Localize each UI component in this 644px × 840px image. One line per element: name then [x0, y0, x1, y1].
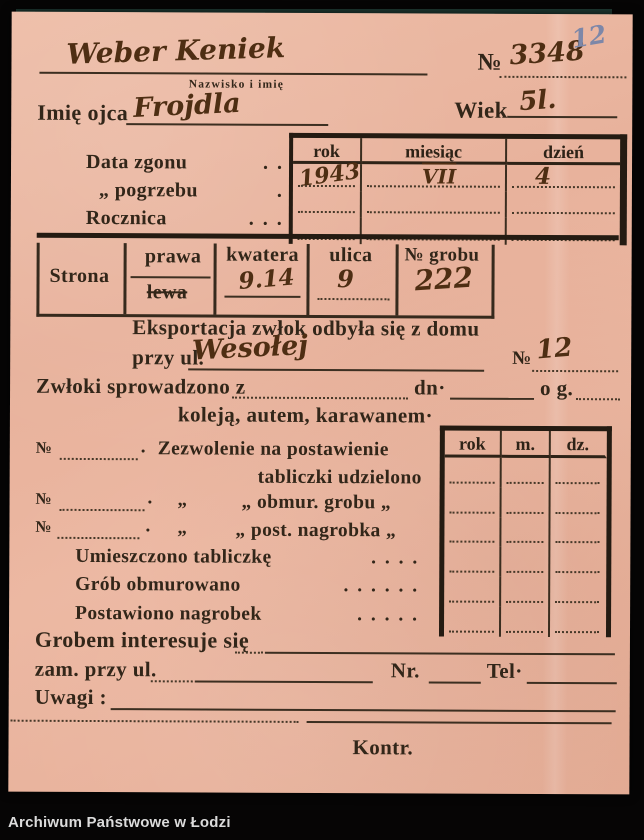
date-row-zgon — [293, 158, 620, 193]
left-side-option: lewa — [146, 281, 188, 304]
permit-table-row — [445, 487, 607, 518]
house-number-rule — [532, 370, 618, 372]
remarks-label: Uwagi : — [34, 684, 107, 710]
pencil-page-number: 12 — [569, 19, 609, 54]
eksportacja-line1: Eksportacja zwłok odbyła się z domu — [132, 315, 480, 341]
date-of-funeral-label — [99, 179, 284, 203]
street-handwritten: Wesołej — [191, 329, 309, 367]
dn-label: dn· — [414, 375, 446, 400]
month-of-death-handwritten: $\overline{VII}$ — [421, 164, 457, 189]
eksportacja-street-label: przy ul. — [132, 345, 205, 370]
strona-cell — [39, 243, 127, 314]
grave-number-cell — [398, 244, 491, 315]
col-dzien: dzień — [543, 141, 585, 163]
father-name-label: Imię ojca — [37, 99, 129, 126]
col-dz: dz. — [566, 434, 590, 455]
record-number-handwritten: 3348 — [508, 35, 586, 72]
house-number-label: № — [512, 347, 532, 369]
date-row-pogrzeb — [293, 191, 620, 219]
strona-table — [36, 243, 494, 319]
col-rok: rok — [313, 140, 340, 162]
status-tabliczka: Umieszczono tabliczkę . . . . — [75, 545, 420, 569]
permit-table-row — [445, 458, 607, 489]
permit1-text2: tabliczki udzielono — [257, 466, 422, 489]
ulica-cell — [309, 244, 399, 315]
right-side-option: prawa — [144, 245, 202, 268]
permit-table-row — [444, 547, 606, 578]
burial-record-card — [8, 12, 632, 795]
permit2-no-label: № — [35, 490, 53, 508]
leader-dots: . . . . . . — [343, 575, 420, 597]
record-number-rule — [499, 76, 626, 79]
date-of-death-text: Data zgonu — [86, 150, 188, 174]
permit3-no-label: № — [35, 518, 52, 536]
date-of-death-label — [86, 151, 284, 175]
tel-label: Tel· — [486, 658, 523, 683]
surname-rule — [39, 72, 427, 76]
side-cell — [127, 243, 217, 314]
permit-date-table — [439, 426, 612, 638]
permit-table-row — [444, 607, 606, 638]
grave-number-label: № grobu — [404, 244, 480, 266]
date-of-funeral-text: „ pogrzebu — [98, 179, 198, 202]
kwatera-label: kwatera — [226, 243, 299, 266]
permit2-period: . — [147, 487, 153, 509]
leader-dots: . — [276, 179, 284, 202]
father-name-rule — [126, 123, 328, 126]
ulica-label: ulica — [329, 244, 373, 267]
leader-dots: . . . . . — [357, 604, 420, 626]
og-label: o g. — [540, 375, 574, 401]
house-number-handwritten: 12 — [535, 332, 574, 366]
age-label: Wiek — [454, 97, 508, 123]
archive-watermark: Archiwum Państwowe w Łodzi — [8, 814, 231, 831]
date-row-rocznica — [293, 217, 620, 245]
permit2-text: „ obmur. grobu „ — [241, 491, 392, 514]
record-number-label: № — [477, 49, 503, 76]
surname-handwritten: Weber Keniek — [66, 31, 286, 71]
street-rule — [188, 368, 484, 371]
age-rule — [507, 116, 617, 118]
kwatera-handwritten: 9.14 — [237, 263, 296, 296]
permit2-quote: „ — [177, 489, 188, 511]
col-m: m. — [515, 433, 536, 454]
kwatera-cell — [216, 244, 309, 315]
surname-caption: Nazwisko i imię — [188, 78, 285, 91]
permit-table-row — [444, 577, 606, 608]
strona-label: Strona — [49, 264, 110, 288]
leader-dots: . . — [262, 151, 285, 174]
ulica-handwritten: 9 — [337, 264, 354, 294]
status-obmurowano: Grób obmurowano . . . . . . — [75, 573, 420, 597]
father-name-handwritten: Frojdla — [132, 87, 242, 124]
year-of-death-handwritten: 1943 — [297, 158, 362, 193]
permit1-period: . — [140, 436, 147, 458]
day-of-death-handwritten: 4 — [534, 162, 552, 191]
age-handwritten: 5l. — [518, 84, 558, 118]
permit-table-header — [445, 431, 607, 459]
permit-table-row — [444, 517, 606, 548]
col-miesiac: miesiąc — [405, 141, 463, 162]
nr-label: Nr. — [390, 658, 420, 683]
residence-label: zam. przy ul. — [34, 656, 157, 682]
grave-number-handwritten: 222 — [413, 260, 474, 298]
permit1-no-label: № — [35, 439, 53, 457]
col-rok: rok — [458, 433, 486, 454]
body-transport-label: Zwłoki sprowadzono z — [36, 373, 246, 399]
transport-means-line: koleją, autem, karawanem· — [177, 402, 433, 428]
grave-contact-label: Grobem interesuje się — [34, 626, 250, 653]
anniversary-label — [86, 207, 284, 231]
anniversary-text: Rocznica — [85, 206, 167, 230]
kontr-label: Kontr. — [352, 735, 414, 760]
permit3-quote: „ — [177, 517, 188, 539]
permit1-text: Zezwolenie na postawienie — [157, 438, 389, 461]
status-nagrobek: Postawiono nagrobek . . . . . — [75, 602, 420, 626]
leader-dots: . . . — [248, 207, 284, 230]
permit3-text: „ post. nagrobka „ — [235, 519, 397, 542]
permit3-period: . — [145, 515, 151, 537]
leader-dots: . . . . — [371, 547, 420, 569]
date-table — [289, 133, 627, 245]
